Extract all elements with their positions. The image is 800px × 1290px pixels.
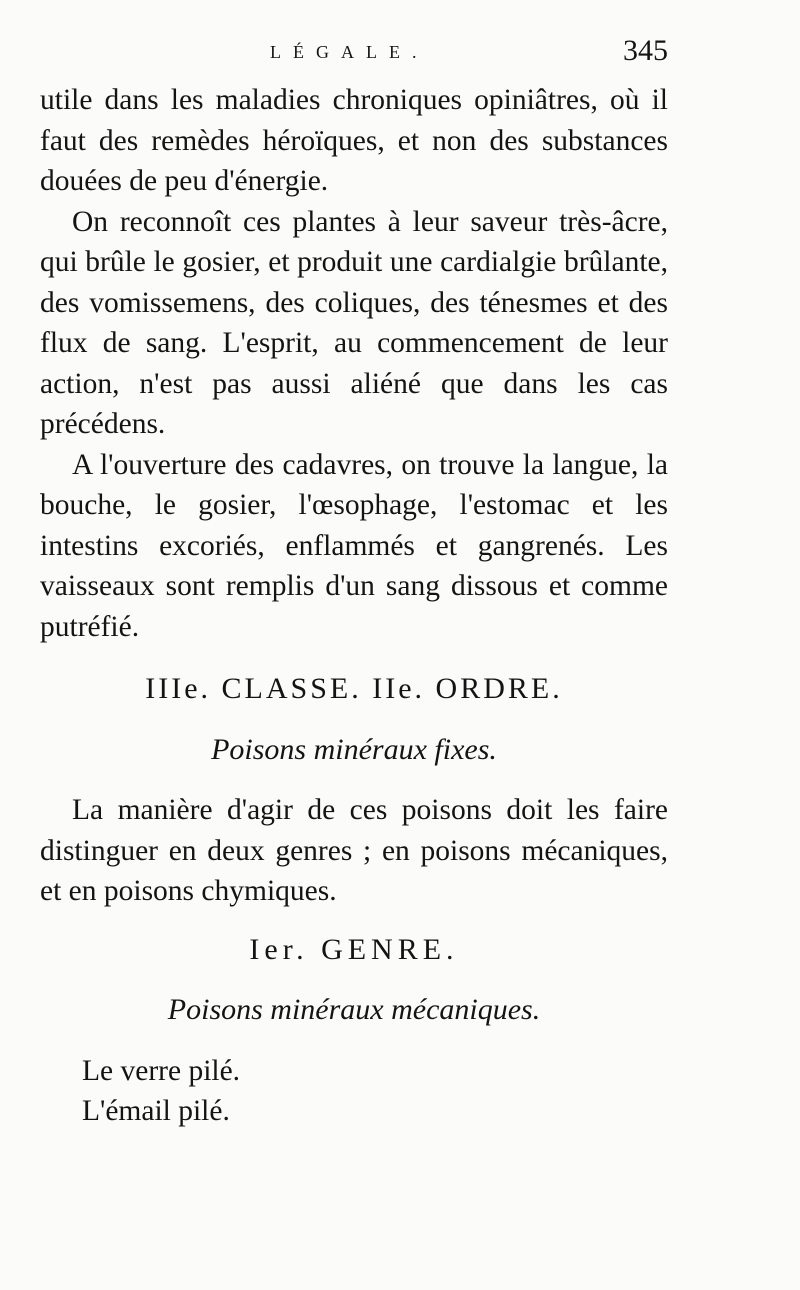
running-head: LÉGALE. xyxy=(270,42,429,62)
paragraph-plant-signs: On reconnoît ces plantes à leur saveur très-âcre, qui brûle le gosier, et produit une cardialgie brûlante, des vomissemens, des coliques, des ténesmes et des flux de sang. L'esprit, au commencement de leur action, n'est pas aussi aliéné que dans les cas précédens. xyxy=(40,205,668,440)
page-header xyxy=(40,34,668,74)
class-order-heading: IIIe. CLASSE. IIe. ORDRE. xyxy=(145,672,563,705)
genre-heading: Ier. GENRE. xyxy=(249,932,459,966)
body-text xyxy=(40,80,668,1132)
paragraph-action-mode: La manière d'agir de ces poisons doit les faire distinguer en deux genres ; en poisons mécaniques, et en poisons chymiques. xyxy=(40,794,668,907)
poison-list xyxy=(40,1051,668,1132)
list-item: L'émail pilé. xyxy=(82,1095,230,1127)
paragraph-continuation: utile dans les maladies chroniques opiniâtres, où il faut des remèdes héroïques, et non des substances douées de peu d'énergie. xyxy=(40,84,668,197)
class-subheading: Poisons minéraux fixes. xyxy=(211,732,497,766)
paragraph-autopsy: A l'ouverture des cadavres, on trouve la langue, la bouche, le gosier, l'œsophage, l'estomac et les intestins excoriés, enflammés et gangrenés. Les vaisseaux sont remplis d'un sang dissous et comme putréfié. xyxy=(40,448,668,643)
genre-subheading: Poisons minéraux mécaniques. xyxy=(167,993,541,1026)
page-number: 345 xyxy=(623,34,668,67)
list-item: Le verre pilé. xyxy=(82,1054,241,1087)
